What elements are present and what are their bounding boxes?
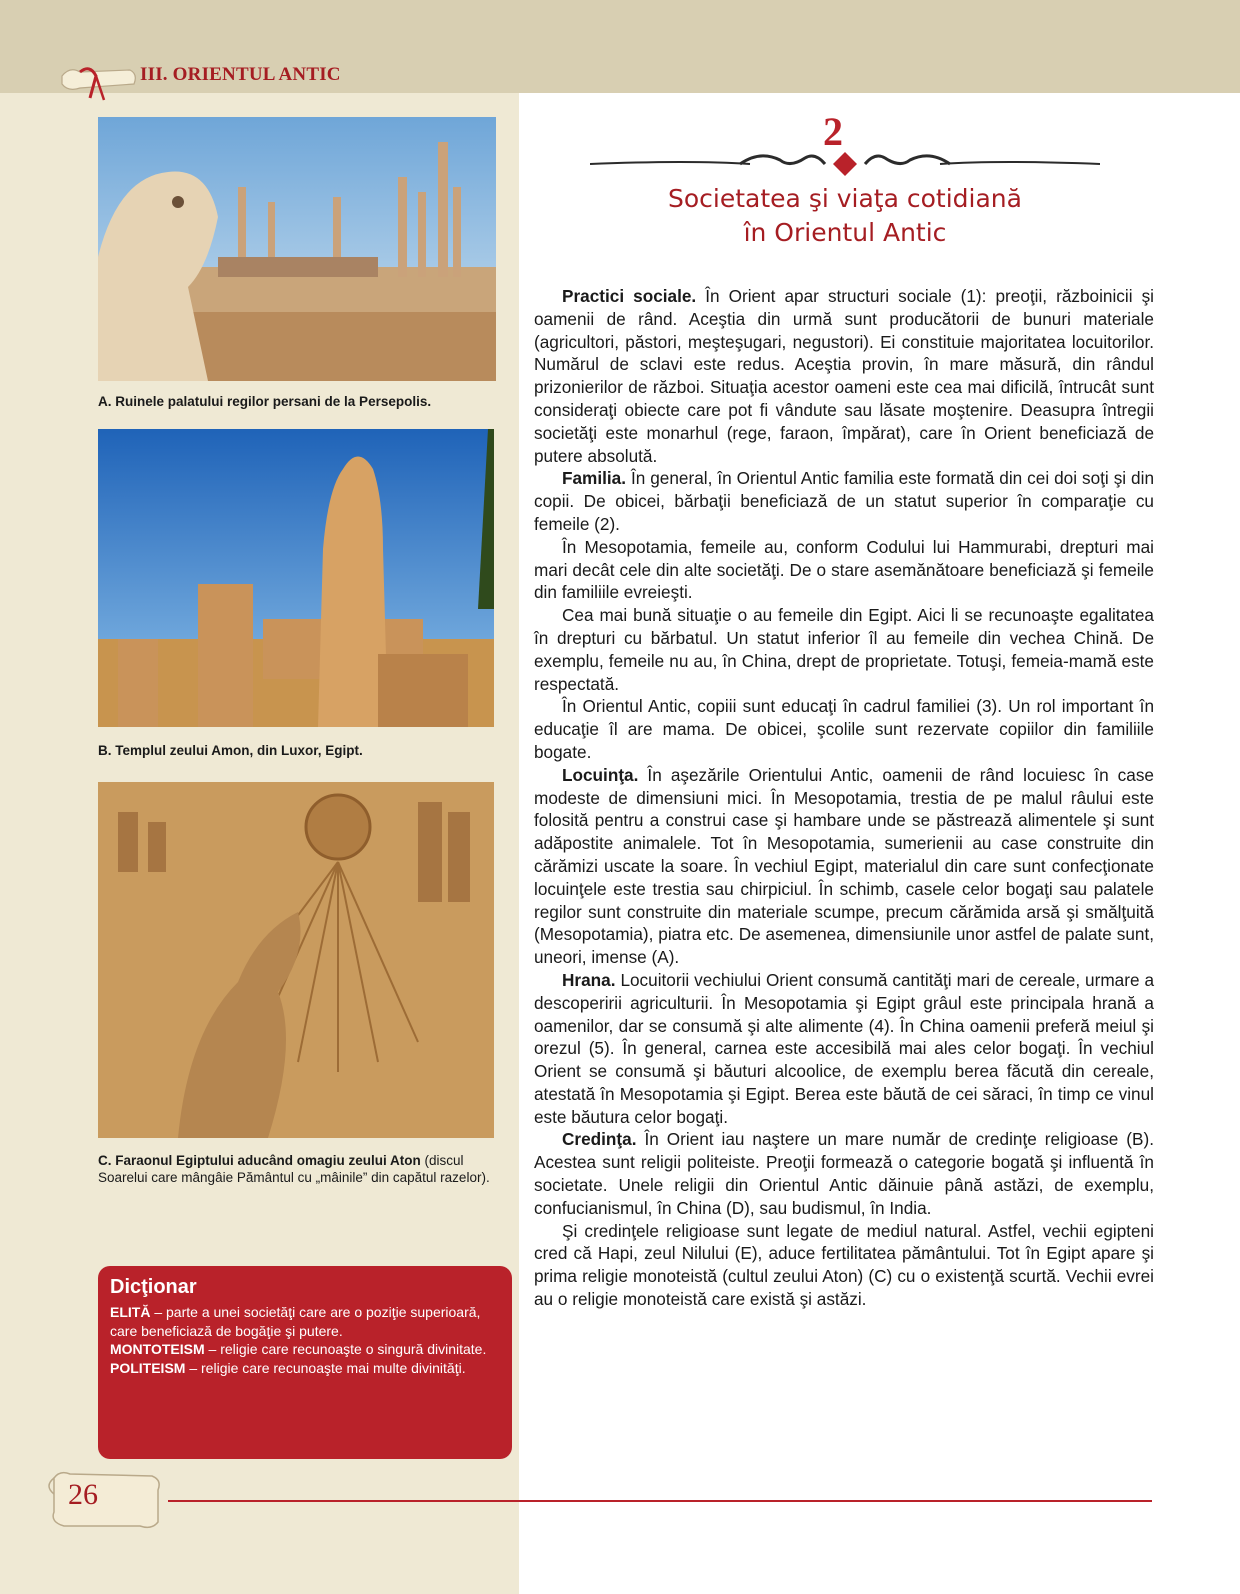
paragraph-natural-religion: Şi credinţele religioase sunt legate de mediul natural. Astfel, vechii egipteni cred că Hapi, zeul Nilului (E), aduce fertilitatea pământului. Tot în Egipt apare şi prima religie monoteistă (cultul zeului Aton) (C) cu o existenţă scurtă. Vechii evrei au o religie monoteistă care există şi astăzi. [534, 1220, 1154, 1310]
bottom-rule [168, 1500, 1152, 1502]
lesson-title-line1: Societatea şi viaţa cotidiană [668, 184, 1022, 213]
caption-c: C. Faraonul Egiptului aducând omagiu zeului Aton (discul Soarelui care mângâie Pământul cu „mâinile” din capătul razelor). [98, 1153, 490, 1185]
paragraph-housing: Locuinţa. În aşezările Orientului Antic, oamenii de rând locuiesc în case modeste de dimensiuni mici. În Mesopotamia, trestia de pe malul râului este folosită pentru a construi case şi hambare unde se păstrează alimentele şi sunt adăpostite animalele. Tot în Mesopotamia, sumerienii au case construite din cărămizi uscate la soare. În vechiul Egipt, materialul din care sunt confecţionate locuinţele este trestia sau chirpiciul. În schimb, casele celor bogaţi sau palatele regilor sunt construite din materiale scumpe, precum cărămida arsă şi smălţuită (Mesopotamia), piatra etc. De asemenea, dimensiunile unor astfel de palate sunt, uneori, imense (A). [534, 764, 1154, 968]
paragraph-beliefs: Credinţa. În Orient iau naştere un mare număr de credinţe religioase (B). Acestea sunt religii politeiste. Preoţii formează o categorie bogată şi influentă în societate. Unele religii din Orientul Antic dăinuie până astăzi, de exemplu, confucianismul, în China (D), sau budismul, în India. [534, 1129, 1154, 1218]
lesson-body [534, 285, 1154, 1311]
caption-a: A. Ruinele palatului regilor persani de la Persepolis. [98, 394, 432, 409]
page-number-scroll-icon [40, 1466, 170, 1536]
definition-monoteism: – religie care recunoaşte o singură divinitate. [204, 1341, 487, 1357]
lesson-number: 2 [823, 109, 843, 154]
paragraph-egypt-women: Cea mai bună situaţie o au femeile din Egipt. Aici li se recunoaşte egalitatea în drepturi cu bărbatul. Un statut inferior îl au femeile din vechea Chină. De exemplu, femeile nu au, în China, drept de proprietate. Totuşi, femeia-mamă este respectată. [534, 605, 1154, 694]
paragraph-social-practices: Practici sociale. În Orient apar structuri sociale (1): preoţii, războinicii şi oamenii de rând. Aceştia din urmă sunt producătorii de bunuri materiale (agricultori, păstori, meşteşugari, negustori). Ei constituie majoritatea locuitorilor. Numărul de sclavi este redus. Aceştia provin, în mare măsură, din rândul prizonierilor de război. Situaţia acestor oameni este cea mai dificilă, întrucât sunt consideraţi obiecte care pot fi vândute sau lăsate moştenire. Deasupra întregii societăţi este monarhul (rege, faraon, împărat), care în Orient beneficiază de putere absolută. [534, 286, 1154, 466]
paragraph-mesopotamia-women: În Mesopotamia, femeile au, conform Codului lui Hammurabi, drepturi mai mari decât cele din alte societăţi. De o stare asemănătoare beneficiază şi femeile din familiile evreieşti. [534, 536, 1154, 603]
paragraph-food: Hrana. Locuitorii vechiului Orient consumă cantităţi mari de cereale, urmare a descoperirii agriculturii. În Mesopotamia şi Egipt grâul este principala hrană a oamenilor, dar se consumă şi alte alimente (4). În China oamenii preferă meiul şi orezul (5). În general, carnea este accesibilă mai ales celor bogaţi. În vechiul Orient se consumă şi băuturi alcoolice, de exemplu berea făcută din cereale, atestată în Mesopotamia şi Egipt. Berea este băută de cei săraci, în timp ce vinul este băutura celor bogaţi. [534, 969, 1154, 1127]
term-elita: ELITĂ [110, 1304, 151, 1320]
photo-aton-relief [98, 782, 494, 1138]
dictionary-entries [110, 1303, 500, 1377]
paragraph-family: Familia. În general, în Orientul Antic familia este formată din cei doi soţi şi din copii. De obicei, bărbaţii beneficiază de un statut superior în comparaţie cu femeile (2). [534, 468, 1154, 534]
paragraph-children: În Orientul Antic, copiii sunt educaţi în cadrul familiei (3). Un rol important în educaţie îl are mama. De obicei, şcolile sunt rezervate copiilor din familiile bogate. [534, 696, 1154, 762]
page-number: 26 [68, 1478, 98, 1511]
chapter-title: III. ORIENTUL ANTIC [140, 64, 341, 85]
lesson-title [590, 182, 1100, 250]
term-politeism: POLITEISM [110, 1359, 186, 1376]
dictionary-box [98, 1266, 512, 1459]
definition-elita: – parte a unei societăţi care are o poziţie superioară, care beneficiază de bogăţie şi putere. [110, 1304, 481, 1339]
photo-luxor-temple [98, 429, 494, 727]
dictionary-title: Dicţionar [110, 1276, 197, 1298]
scroll-icon [50, 62, 140, 104]
photo-persepolis [98, 117, 496, 381]
definition-politeism: – religie care recunoaşte mai multe divinităţi. [185, 1359, 466, 1376]
caption-b: B. Templul zeului Amon, din Luxor, Egipt. [98, 743, 363, 758]
lesson-title-line2: în Orientul Antic [743, 218, 947, 247]
ornament-divider [590, 144, 1100, 184]
term-monoteism: MONTOTEISM [110, 1341, 205, 1357]
